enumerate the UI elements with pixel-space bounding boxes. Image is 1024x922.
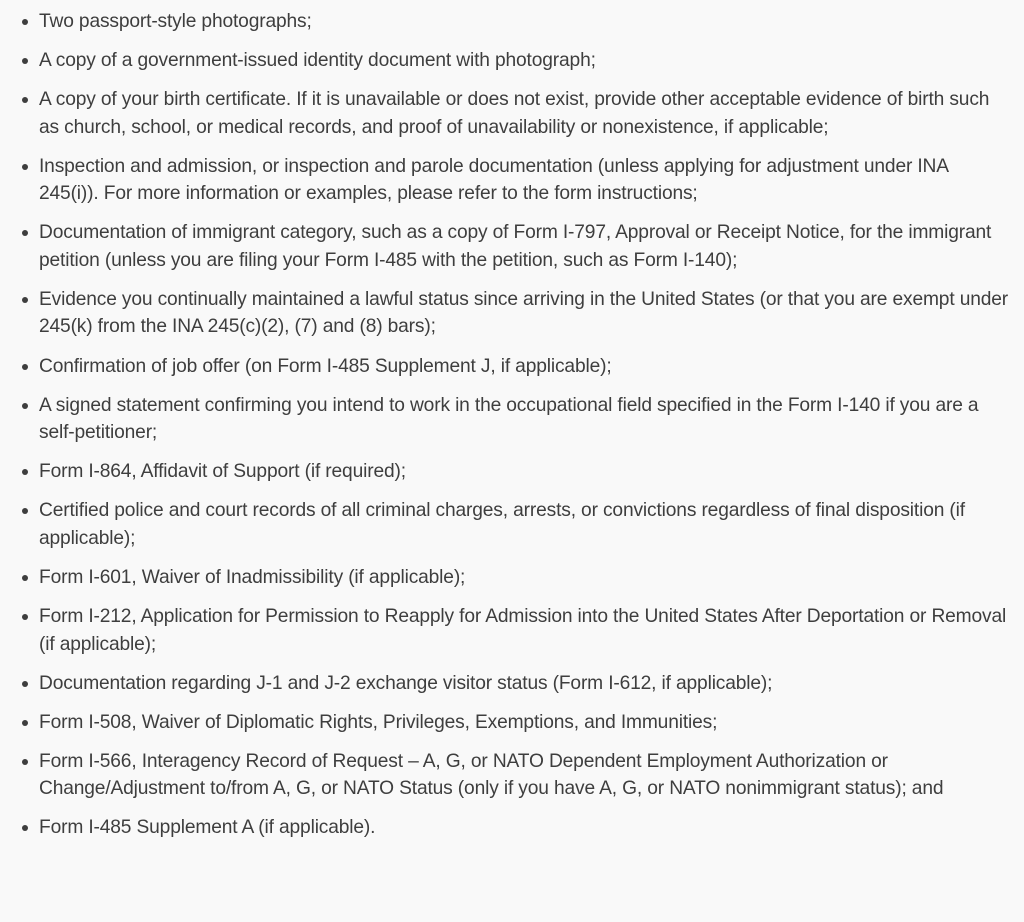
list-item-text: A signed statement confirming you intend to work in the occupational field specified in the Form I-140 if you are a self-petitioner; [39,394,979,444]
list-item [39,603,1010,658]
bullet-icon [22,297,28,303]
bullet-icon [22,681,28,687]
list-item [39,86,1010,141]
bullet-icon [22,97,28,103]
bullet-icon [22,230,28,236]
list-item-text: Confirmation of job offer (on Form I-485 Supplement J, if applicable); [39,355,612,377]
list-item [39,286,1010,341]
list-item [39,353,1010,381]
list-item-text: Two passport-style photographs; [39,11,312,32]
bullet-icon [22,364,28,370]
bullet-icon [22,720,28,726]
list-item [39,670,1010,698]
list-item-text: Form I-212, Application for Permission to Reapply for Admission into the United States After Deportation or Removal (if applicable); [39,606,1007,655]
bullet-icon [22,403,28,409]
list-item [39,497,1010,552]
list-item-text: Certified police and court records of all criminal charges, arrests, or convictions regardless of final disposition (if applicable); [39,500,965,549]
list-item-text: Documentation of immigrant category, such as a copy of Form I-797, Approval or Receipt Notice, for the immigrant petition (unless you are filing your Form I-485 with the petition, such as Form I-140); [39,222,992,271]
list-item [39,564,1010,592]
bullet-icon [22,164,28,170]
required-documents-list [0,8,1010,842]
list-item [39,153,1010,208]
list-item-text: Evidence you continually maintained a lawful status since arriving in the United States (or that you are exempt under 245(k) from the INA 245(c)(2), (7) and (8) bars); [39,288,1009,338]
list-item [39,814,1010,842]
list-item [39,458,1010,486]
bullet-icon [22,614,28,620]
list-item-text: A copy of your birth certificate. If it is unavailable or does not exist, provide other acceptable evidence of birth such as church, school, or medical records, and proof of unavailability or nonexistence, if applicable; [39,89,990,138]
list-item [39,748,1010,803]
bullet-icon [22,759,28,765]
bullet-icon [22,825,28,831]
bullet-icon [22,508,28,514]
list-item [39,219,1010,274]
list-item-text: Inspection and admission, or inspection and parole documentation (unless applying for adjustment under INA 245(i)). For more information or examples, please refer to the form instructions; [39,155,948,205]
bullet-icon [22,575,28,581]
list-item-text: Form I-601, Waiver of Inadmissibility (if applicable); [39,566,466,588]
list-item-text: Form I-508, Waiver of Diplomatic Rights, Privileges, Exemptions, and Immunities; [39,711,718,733]
bullet-icon [22,58,28,64]
list-item [39,709,1010,737]
list-item-text: Form I-566, Interagency Record of Request – A, G, or NATO Dependent Employment Authorization or Change/Adjustment to/from A, G, or NATO Status (only if you have A, G, or NATO nonimmigrant status); and [39,750,944,800]
bullet-icon [22,469,28,475]
bullet-icon [22,19,28,25]
list-item [39,47,1010,75]
list-item-text: Form I-485 Supplement A (if applicable). [39,817,376,839]
list-item [39,392,1010,447]
list-item-text: Documentation regarding J-1 and J-2 exchange visitor status (Form I-612, if applicable); [39,672,773,694]
list-item-text: Form I-864, Affidavit of Support (if required); [39,461,406,483]
list-item [39,8,1010,36]
list-item-text: A copy of a government-issued identity document with photograph; [39,50,596,72]
